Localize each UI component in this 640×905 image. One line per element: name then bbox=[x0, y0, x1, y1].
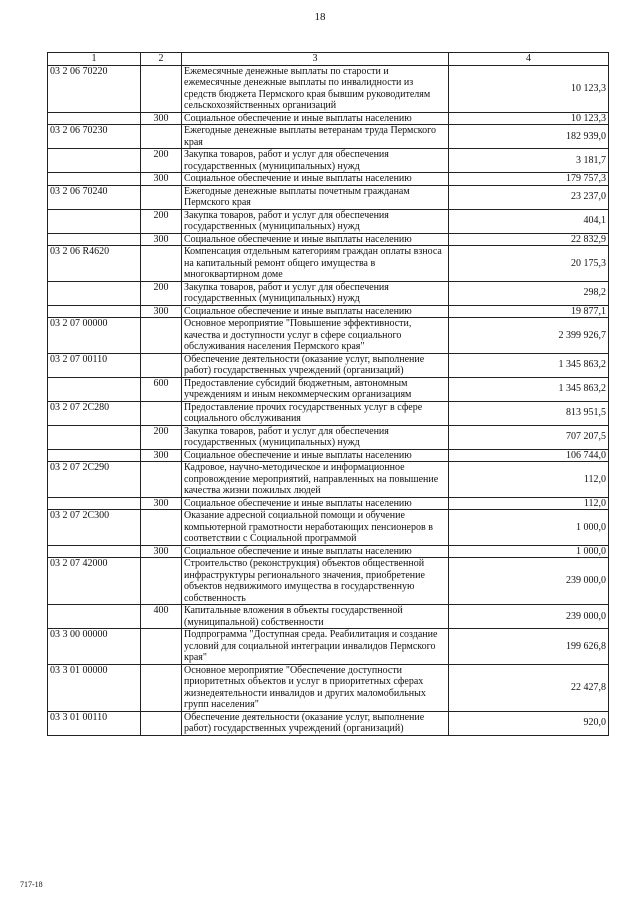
table-row bbox=[48, 711, 609, 735]
row-amount-cell: 1 000,0 bbox=[449, 510, 609, 546]
row-name-cell: Ежемесячные денежные выплаты по старости и ежемесячные денежные выплаты по инвалидности из средств бюджета Пермского края бывшим руководителям сельскохозяйственных организаций bbox=[182, 65, 449, 112]
table-row bbox=[48, 497, 609, 510]
column-header-4: 4 bbox=[449, 53, 609, 66]
row-amount-cell: 22 427,8 bbox=[449, 664, 609, 711]
row-amount-cell: 22 832,9 bbox=[449, 233, 609, 246]
table-row bbox=[48, 425, 609, 449]
row-name-cell: Оказание адресной социальной помощи и обучение компьютерной грамотности неработающих пенсионеров в соответствии с Социальной программой bbox=[182, 510, 449, 546]
row-name-cell: Социальное обеспечение и иные выплаты населению bbox=[182, 233, 449, 246]
row-amount-cell: 10 123,3 bbox=[449, 65, 609, 112]
row-amount-cell: 23 237,0 bbox=[449, 185, 609, 209]
document-footer-code: 717-18 bbox=[20, 880, 43, 889]
row-name-cell: Обеспечение деятельности (оказание услуг, выполнение работ) государственных учреждений (организаций) bbox=[182, 353, 449, 377]
table-row bbox=[48, 545, 609, 558]
row-code-cell: 03 2 07 2С290 bbox=[48, 462, 141, 498]
row-expense-type-cell: 300 bbox=[141, 112, 182, 125]
row-expense-type-cell bbox=[141, 629, 182, 665]
row-amount-cell: 199 626,8 bbox=[449, 629, 609, 665]
row-expense-type-cell bbox=[141, 353, 182, 377]
row-amount-cell: 707 207,5 bbox=[449, 425, 609, 449]
row-amount-cell: 112,0 bbox=[449, 462, 609, 498]
table-row bbox=[48, 112, 609, 125]
row-expense-type-cell bbox=[141, 401, 182, 425]
row-amount-cell: 1 345 863,2 bbox=[449, 377, 609, 401]
table-row bbox=[48, 233, 609, 246]
row-expense-type-cell: 300 bbox=[141, 449, 182, 462]
row-name-cell: Закупка товаров, работ и услуг для обеспечения государственных (муниципальных) нужд bbox=[182, 425, 449, 449]
row-name-cell: Обеспечение деятельности (оказание услуг, выполнение работ) государственных учреждений (организаций) bbox=[182, 711, 449, 735]
row-code-cell: 03 2 07 42000 bbox=[48, 558, 141, 605]
row-code-cell bbox=[48, 209, 141, 233]
row-name-cell: Социальное обеспечение и иные выплаты населению bbox=[182, 545, 449, 558]
table-row bbox=[48, 449, 609, 462]
row-code-cell bbox=[48, 377, 141, 401]
row-expense-type-cell bbox=[141, 65, 182, 112]
row-code-cell: 03 3 01 00000 bbox=[48, 664, 141, 711]
row-code-cell bbox=[48, 233, 141, 246]
row-name-cell: Закупка товаров, работ и услуг для обеспечения государственных (муниципальных) нужд bbox=[182, 209, 449, 233]
row-amount-cell: 404,1 bbox=[449, 209, 609, 233]
row-name-cell: Предоставление субсидий бюджетным, автономным учреждениям и иным некоммерческим организациям bbox=[182, 377, 449, 401]
row-code-cell: 03 3 00 00000 bbox=[48, 629, 141, 665]
table-row bbox=[48, 305, 609, 318]
row-amount-cell: 3 181,7 bbox=[449, 149, 609, 173]
row-amount-cell: 920,0 bbox=[449, 711, 609, 735]
row-amount-cell: 813 951,5 bbox=[449, 401, 609, 425]
row-code-cell: 03 2 06 70220 bbox=[48, 65, 141, 112]
row-code-cell bbox=[48, 425, 141, 449]
row-name-cell: Закупка товаров, работ и услуг для обеспечения государственных (муниципальных) нужд bbox=[182, 149, 449, 173]
row-amount-cell: 182 939,0 bbox=[449, 125, 609, 149]
row-code-cell bbox=[48, 305, 141, 318]
table-row bbox=[48, 246, 609, 282]
row-amount-cell: 112,0 bbox=[449, 497, 609, 510]
table-row bbox=[48, 401, 609, 425]
row-code-cell: 03 2 06 R4620 bbox=[48, 246, 141, 282]
row-amount-cell: 298,2 bbox=[449, 281, 609, 305]
row-code-cell: 03 2 06 70240 bbox=[48, 185, 141, 209]
row-name-cell: Социальное обеспечение и иные выплаты населению bbox=[182, 305, 449, 318]
row-amount-cell: 239 000,0 bbox=[449, 558, 609, 605]
row-amount-cell: 2 399 926,7 bbox=[449, 318, 609, 354]
table-row bbox=[48, 558, 609, 605]
row-code-cell bbox=[48, 497, 141, 510]
table-row bbox=[48, 605, 609, 629]
column-header-2: 2 bbox=[141, 53, 182, 66]
row-code-cell bbox=[48, 545, 141, 558]
row-name-cell: Социальное обеспечение и иные выплаты населению bbox=[182, 449, 449, 462]
row-expense-type-cell: 300 bbox=[141, 173, 182, 186]
row-expense-type-cell bbox=[141, 558, 182, 605]
row-amount-cell: 1 000,0 bbox=[449, 545, 609, 558]
row-code-cell: 03 2 07 00000 bbox=[48, 318, 141, 354]
row-name-cell: Социальное обеспечение и иные выплаты населению bbox=[182, 497, 449, 510]
row-name-cell: Ежегодные денежные выплаты ветеранам труда Пермского края bbox=[182, 125, 449, 149]
row-code-cell: 03 2 07 2С280 bbox=[48, 401, 141, 425]
row-expense-type-cell bbox=[141, 125, 182, 149]
row-expense-type-cell bbox=[141, 462, 182, 498]
row-code-cell: 03 2 06 70230 bbox=[48, 125, 141, 149]
row-name-cell: Строительство (реконструкция) объектов общественной инфраструктуры регионального значения, приобретение объектов недвижимого имущества в государственную собственность bbox=[182, 558, 449, 605]
row-expense-type-cell: 200 bbox=[141, 209, 182, 233]
row-name-cell: Ежегодные денежные выплаты почетным гражданам Пермского края bbox=[182, 185, 449, 209]
table-row bbox=[48, 510, 609, 546]
table-row bbox=[48, 281, 609, 305]
table-row bbox=[48, 318, 609, 354]
row-code-cell bbox=[48, 173, 141, 186]
row-name-cell: Основное мероприятие "Обеспечение доступности приоритетных объектов и услуг в приоритетных сферах жизнедеятельности инвалидов и других маломобильных групп населения" bbox=[182, 664, 449, 711]
row-name-cell: Предоставление прочих государственных услуг в сфере социального обслуживания bbox=[182, 401, 449, 425]
row-name-cell: Подпрограмма "Доступная среда. Реабилитация и создание условий для социальной интеграции инвалидов Пермского края" bbox=[182, 629, 449, 665]
row-name-cell: Кадровое, научно-методическое и информационное сопровождение мероприятий, направленных на повышение качества жизни пожилых людей bbox=[182, 462, 449, 498]
table-header-row bbox=[48, 53, 609, 66]
row-name-cell: Капитальные вложения в объекты государственной (муниципальной) собственности bbox=[182, 605, 449, 629]
table-row bbox=[48, 65, 609, 112]
row-name-cell: Основное мероприятие "Повышение эффективности, качества и доступности услуг в сфере социального обслуживания населения Пермского края" bbox=[182, 318, 449, 354]
row-code-cell bbox=[48, 112, 141, 125]
row-code-cell bbox=[48, 281, 141, 305]
row-code-cell bbox=[48, 605, 141, 629]
row-expense-type-cell: 300 bbox=[141, 497, 182, 510]
row-name-cell: Социальное обеспечение и иные выплаты населению bbox=[182, 112, 449, 125]
row-code-cell: 03 2 07 00110 bbox=[48, 353, 141, 377]
column-header-3: 3 bbox=[182, 53, 449, 66]
row-code-cell bbox=[48, 149, 141, 173]
table-row bbox=[48, 629, 609, 665]
row-expense-type-cell: 300 bbox=[141, 545, 182, 558]
table-row bbox=[48, 149, 609, 173]
row-expense-type-cell bbox=[141, 510, 182, 546]
row-amount-cell: 1 345 863,2 bbox=[449, 353, 609, 377]
table-row bbox=[48, 664, 609, 711]
table-row bbox=[48, 462, 609, 498]
row-amount-cell: 179 757,3 bbox=[449, 173, 609, 186]
row-expense-type-cell bbox=[141, 318, 182, 354]
row-amount-cell: 10 123,3 bbox=[449, 112, 609, 125]
row-expense-type-cell bbox=[141, 664, 182, 711]
row-expense-type-cell: 200 bbox=[141, 281, 182, 305]
row-code-cell: 03 3 01 00110 bbox=[48, 711, 141, 735]
row-name-cell: Закупка товаров, работ и услуг для обеспечения государственных (муниципальных) нужд bbox=[182, 281, 449, 305]
row-code-cell: 03 2 07 2С300 bbox=[48, 510, 141, 546]
row-expense-type-cell: 400 bbox=[141, 605, 182, 629]
row-amount-cell: 239 000,0 bbox=[449, 605, 609, 629]
row-amount-cell: 20 175,3 bbox=[449, 246, 609, 282]
budget-table bbox=[47, 52, 609, 736]
table-row bbox=[48, 209, 609, 233]
row-name-cell: Компенсация отдельным категориям граждан оплаты взноса на капитальный ремонт общего имущества в многоквартирном доме bbox=[182, 246, 449, 282]
row-expense-type-cell bbox=[141, 711, 182, 735]
row-expense-type-cell bbox=[141, 185, 182, 209]
table-row bbox=[48, 173, 609, 186]
table-row bbox=[48, 125, 609, 149]
page-number: 18 bbox=[314, 11, 326, 23]
row-name-cell: Социальное обеспечение и иные выплаты населению bbox=[182, 173, 449, 186]
row-amount-cell: 106 744,0 bbox=[449, 449, 609, 462]
column-header-1: 1 bbox=[48, 53, 141, 66]
table-row bbox=[48, 377, 609, 401]
row-expense-type-cell bbox=[141, 246, 182, 282]
row-code-cell bbox=[48, 449, 141, 462]
row-amount-cell: 19 877,1 bbox=[449, 305, 609, 318]
row-expense-type-cell: 200 bbox=[141, 425, 182, 449]
table-row bbox=[48, 353, 609, 377]
row-expense-type-cell: 200 bbox=[141, 149, 182, 173]
row-expense-type-cell: 300 bbox=[141, 233, 182, 246]
table-row bbox=[48, 185, 609, 209]
row-expense-type-cell: 300 bbox=[141, 305, 182, 318]
row-expense-type-cell: 600 bbox=[141, 377, 182, 401]
